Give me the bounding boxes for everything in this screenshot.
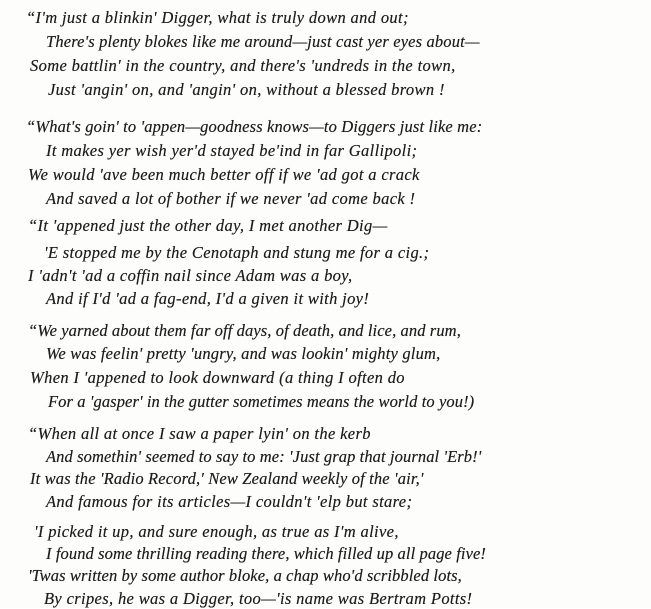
- poem-line: 'Twas written by some author bloke, a chap who'd scribbled lots,: [28, 566, 462, 585]
- poem-line: I found some thrilling reading there, which filled up all page five!: [46, 544, 487, 563]
- poem-line: “When all at once I saw a paper lyin' on the kerb: [28, 424, 371, 443]
- poem-line: For a 'gasper' in the gutter sometimes means the world to you!): [48, 392, 475, 411]
- poem-line: We would 'ave been much better off if we 'ad got a crack: [28, 165, 420, 184]
- poem-line: When I 'appened to look downward (a thing I often do: [30, 368, 405, 387]
- poem-line: 'I picked it up, and sure enough, as true as I'm alive,: [34, 522, 399, 541]
- poem-line: And if I'd 'ad a fag-end, I'd a given it with joy!: [46, 289, 370, 308]
- poem-line: We was feelin' pretty 'ungry, and was lookin' mighty glum,: [46, 344, 441, 363]
- poem-line: I 'adn't 'ad a coffin nail since Adam was a boy,: [28, 266, 353, 285]
- poem-line: “We yarned about them far off days, of death, and lice, and rum,: [28, 321, 461, 340]
- poem-line: And saved a lot of bother if we never 'ad come back !: [46, 189, 416, 208]
- poem-line: And famous for its articles—I couldn't 'elp but stare;: [46, 492, 413, 511]
- poem-line: “What's goin' to 'appen—goodness knows—to Diggers just like me:: [26, 117, 483, 136]
- poem-line: There's plenty blokes like me around—just cast yer eyes about—: [46, 32, 480, 51]
- poem-line: It makes yer wish yer'd stayed be'ind in far Gallipoli;: [46, 141, 418, 160]
- poem-line: Just 'angin' on, and 'angin' on, without a blessed brown !: [48, 80, 445, 99]
- poem-line: 'E stopped me by the Cenotaph and stung me for a cig.;: [44, 243, 430, 262]
- poem-line: And somethin' seemed to say to me: 'Just grap that journal 'Erb!': [46, 447, 482, 466]
- poem-line: Some battlin' in the country, and there's 'undreds in the town,: [30, 56, 456, 75]
- poem-line: By cripes, he was a Digger, too—'is name was Bertram Potts!: [44, 589, 473, 608]
- poem-line: “I'm just a blinkin' Digger, what is truly down and out;: [26, 8, 409, 27]
- poem-line: “It 'appened just the other day, I met another Dig—: [28, 216, 388, 235]
- poem-line: It was the 'Radio Record,' New Zealand weekly of the 'air,': [30, 469, 424, 488]
